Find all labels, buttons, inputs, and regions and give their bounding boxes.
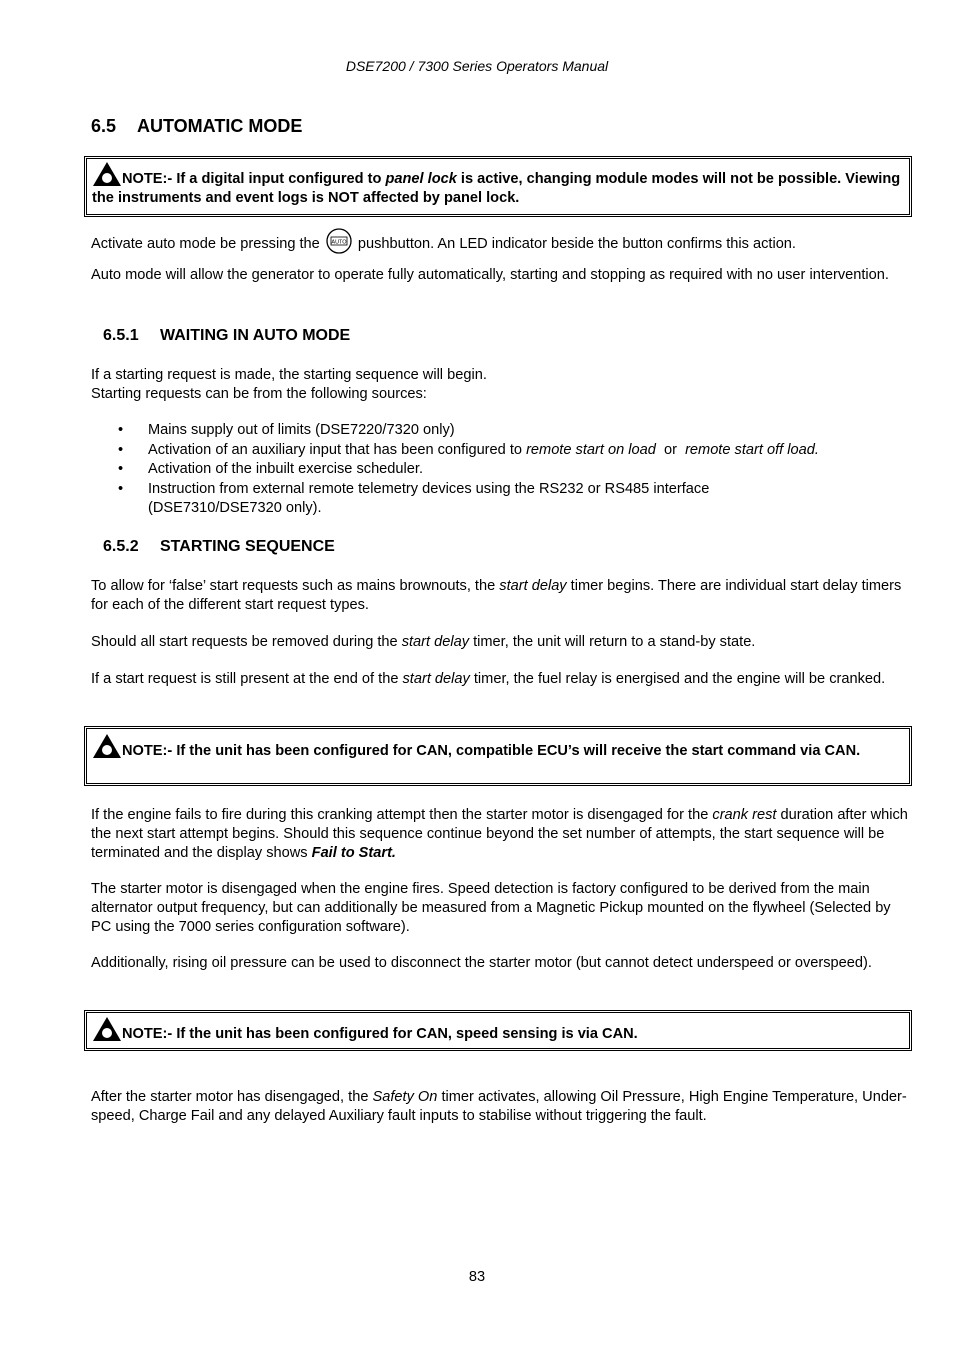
list-item — [91, 421, 911, 441]
paragraph-fails — [91, 806, 911, 862]
auto-button-icon — [326, 228, 352, 254]
warning-triangle-icon — [92, 161, 122, 187]
text-em: start delay — [499, 578, 567, 594]
note-text: NOTE:- If the unit has been configured for CAN, compatible ECU’s will receive the start command via CAN. — [122, 743, 861, 759]
note-em: panel lock — [385, 171, 457, 187]
auto-button-label: AUTO — [331, 239, 347, 246]
paragraph-false-start — [91, 577, 911, 615]
activate-before: Activate auto mode be pressing the — [91, 236, 320, 252]
subsection-number: 6.5.2 — [103, 538, 139, 555]
subsection-title: STARTING SEQUENCE — [160, 538, 335, 555]
page-header: DSE7200 / 7300 Series Operators Manual — [345, 58, 609, 74]
bullet: • — [118, 422, 124, 438]
note-rest: is active, changing module modes will not be possible. Viewing the instruments and event logs is NOT affected by panel lock. — [92, 171, 901, 206]
text-em: crank rest — [712, 807, 777, 823]
note-text: NOTE:- If the unit has been configured for CAN, speed sensing is via CAN. — [122, 1026, 638, 1042]
section-number: 6.5 — [91, 116, 117, 136]
start-request-list — [91, 421, 911, 519]
subsection-heading-starting — [103, 538, 335, 556]
paragraph-safety — [91, 1088, 911, 1126]
text: To allow for ‘false’ start requests such as mains brownouts, the — [91, 578, 500, 594]
text: If a start request is still present at the end of the — [91, 671, 403, 687]
list-item-text: Instruction from external remote telemetry devices using the RS232 or RS485 interface (DSE7310/DSE7320 only). — [148, 480, 710, 517]
text: duration after which the next start attempt begins. Should this sequence continue beyond the set number of attempts, the start sequence will be terminated and the display shows — [91, 807, 908, 861]
list-item-text: Mains supply out of limits (DSE7220/7320 only) — [148, 422, 455, 438]
text: After the starter motor has disengaged, the — [91, 1089, 373, 1105]
list-item — [91, 441, 911, 461]
subsection-heading-waiting — [103, 327, 350, 345]
warning-triangle-icon — [92, 733, 122, 759]
list-item-text: or — [655, 441, 686, 458]
activate-after: pushbutton. An LED indicator beside the button confirms this action. — [357, 236, 796, 252]
list-item-em: remote start off load. — [685, 441, 819, 458]
paragraph-activate — [91, 228, 911, 254]
list-item — [91, 480, 911, 519]
text: timer activates, allowing Oil Pressure, High Engine Temperature, Under-speed, Charge Fail and any delayed Auxiliary fault inputs to stabilise without triggering the fault. — [91, 1089, 907, 1124]
text: timer begins. There are individual start delay timers for each of the different start request types. — [91, 578, 902, 613]
paragraph-auto-mode: Auto mode will allow the generator to operate fully automatically, starting and stopping as required with no user intervention. — [91, 267, 889, 283]
bullet: • — [118, 461, 124, 478]
text: Should all start requests be removed during the — [91, 634, 402, 650]
text-em: start delay — [401, 634, 470, 650]
paragraph-request — [91, 366, 911, 404]
text-strong: Fail to Start. — [311, 844, 396, 861]
text: timer, the fuel relay is energised and the engine will be cranked. — [469, 671, 886, 687]
page-number: 83 — [468, 1269, 486, 1285]
paragraph-removed — [91, 633, 911, 652]
list-item-text: Activation of the inbuilt exercise scheduler. — [148, 461, 424, 478]
list-item — [91, 460, 911, 480]
paragraph-present — [91, 670, 911, 689]
note-panel-lock — [84, 156, 912, 217]
bullet: • — [118, 480, 124, 497]
paragraph-disengaged: The starter motor is disengaged when the engine fires. Speed detection is factory configured to be derived from the main alternator output frequency, but can additionally be measured from a Magnetic Pickup mounted on the flywheel (Selected by PC using the 7000 series configuration software). — [91, 881, 891, 935]
text-em: Safety On — [372, 1089, 438, 1105]
paragraph-oil: Additionally, rising oil pressure can be used to disconnect the starter motor (but cannot detect underspeed or overspeed). — [91, 955, 872, 971]
text-em: start delay — [402, 671, 470, 687]
text: If the engine fails to fire during this cranking attempt then the starter motor is disengaged for the — [91, 807, 713, 823]
list-item-text: Activation of an auxiliary input that has been configured to — [148, 441, 527, 458]
section-heading — [91, 116, 302, 137]
note-can-speed — [84, 1010, 912, 1051]
subsection-number: 6.5.1 — [103, 327, 139, 344]
list-item-em: remote start on load — [526, 441, 656, 458]
bullet: • — [118, 441, 124, 458]
warning-triangle-icon — [92, 1016, 122, 1042]
subsection-title: WAITING IN AUTO MODE — [160, 327, 351, 344]
request-line-2: Starting requests can be from the following sources: — [91, 385, 427, 402]
note-lead: NOTE:- If a digital input configured to — [122, 171, 386, 187]
request-line-1: If a starting request is made, the starting sequence will begin. — [91, 367, 487, 383]
note-can-start — [84, 726, 912, 786]
text: timer, the unit will return to a stand-by state. — [469, 634, 756, 650]
section-title: AUTOMATIC MODE — [137, 116, 303, 136]
